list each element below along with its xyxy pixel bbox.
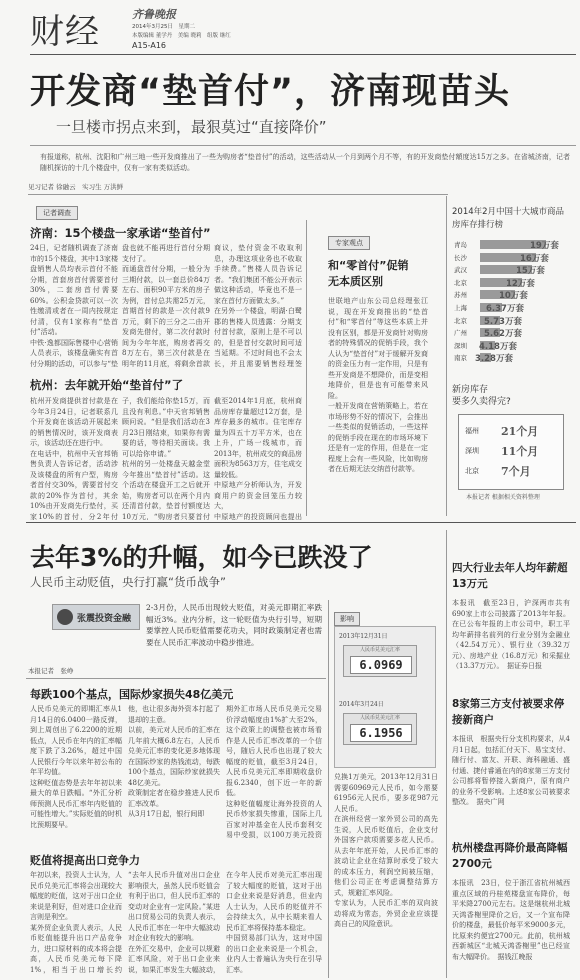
chart-category-label: 北京	[454, 278, 467, 287]
inventory-row	[465, 423, 557, 441]
currency-sub2-col2: “去年人民币升值对出口企业影响很大，虽然人民币贬值会有利于出口，但人民币汇率的变动对企业有一定风险。”某进出口贸易公司的负责人表示，人民币汇率在一年中大幅波动对企业有较大的影响。 在外汇交易中，企业可以规避汇率风险，对于出口企业来说，如果汇率发生大幅波动，	[128, 871, 220, 974]
chart-divider	[446, 196, 447, 516]
brief-2-body: 本报讯 根据央行分支机构要求，从4月1日起，包括汇付天下、易宝支付、随行付、富友、开联、海科融通、盛付通、捷付睿通在内的8家第三方支付公司都将暂停接入新商户，原有商户的业务不受影响。上述8家公司被要求整改。 据央广网	[452, 735, 570, 806]
chart-data-label: 16万套	[520, 253, 549, 264]
chart-data-label: 5.62万套	[484, 329, 522, 340]
expert-body: 世联地产山东公司总经理张江说，现在开发商推出的“垫首付”和“零首付”等这些本质上并没有区别，都是开发商针对购房者的特殊情况的促销手段，我个人认为“垫首付”对于缓解开发商的资金压力有一定作用，只是有些开发商是不想降价，而是变相地降价，但是也有可能带来风险。 一般开发商在营销策略上，若在市场形势不好的情况下，会推出一些类似的促销活动，一些这样的促销手段在现在的市场环境下还是有一定的作用，但是在一定程度上会有一些风险，比如购房者在后期无法交纳首付款等。	[328, 297, 428, 473]
lead-intro: 有报道称，杭州、沈阳和广州三地一些开发商推出了一些为购房者“垫首付”的活动，这些活动从一个月到两个月不等，有的开发商垫付額度达15万之多。在省城济南，记者随机探访的十几个楼盘中，仅有一家有类似活动。	[40, 153, 570, 172]
logo-badge-icon	[57, 609, 73, 625]
chart-category-label: 广州	[454, 329, 467, 338]
inventory-value: 21个月	[501, 425, 539, 438]
currency-rule	[26, 678, 326, 679]
rate-date-1: 2013年12月31日	[339, 633, 388, 640]
masthead-rule	[30, 54, 576, 55]
currency-editor: 本报记者 张峥	[28, 667, 74, 675]
inventory-value: 7个月	[501, 465, 531, 478]
chart-category-label: 上海	[454, 304, 467, 312]
chart-bar-row	[454, 253, 570, 262]
chart-data-label: 12万套	[506, 278, 535, 289]
chart-category-label: 南京	[454, 354, 467, 363]
lead-byline: 见习记者 徐融云 实习生 万洪鲜	[28, 183, 124, 191]
chart-title: 2014年2月中国十大城市商品房库存排行榜	[452, 207, 565, 230]
rate-box-2	[343, 713, 417, 745]
chart-data-label: 15万套	[516, 266, 545, 277]
chart-data-label: 4.18万套	[479, 341, 517, 352]
chart-category-label: 深圳	[454, 341, 467, 350]
expert-tag: 专家观点	[328, 236, 370, 250]
chart-data-label: 3.28万套	[475, 354, 513, 365]
section-rule	[26, 522, 576, 523]
currency-sub1-title: 每跌100个基点，国际炒家损失48亿美元	[30, 688, 234, 701]
inventory-label: 新房库存	[452, 385, 489, 395]
lead-headline: 开发商“垫首付”，济南现苗头	[30, 72, 511, 112]
currency-sub1-col2: 他，也让很多海外资本打起了退却的主意。 以前，美元对人民币的汇率在几年前大概6.8左右，人民币兑美元汇率的变化更多地体现在国际炒家的热钱流动，每跌100个基点，国际炒家就损失48亿美元。 政策制定者在稳步推进人民币汇率改革。 从3月17日起，银行间即	[128, 705, 220, 818]
story-jinan-col2: 盘也就不能再进行首付分期支付了。 而通盘首付分期，一般分为三期付款，以一套总价84万左右、面积90平方米的房子为例，首付总共需25万元，首期首付的款是一次付款9万元，剩下的三分之二由开发商先借付，第二次付款时间为今年年底，购房者再交8万左右，第三次付款是在明年的11月底，将剩余首款	[122, 244, 210, 368]
chart-bar-row	[454, 353, 570, 365]
chart-bar-row	[454, 303, 570, 312]
expert-title: 和“零首付”促销无本质区别	[328, 259, 409, 288]
paper-logo: 齐鲁晚报	[132, 8, 176, 21]
story-hangzhou-col2: 子，我们能给你垫15万，而且没有利息。”中天官邦销售顾问说。“但是我们活动在3月23日刚结束，如果你有需要的话，等待相关面谈。我可以给你申请。” 杭州的另一处楼盘天越金堂今年推出“垫首付”活动。这个活动在楼盘开工之后就开始，购房者可以在两个月内还清首付款，垫首付额度达10万元，“购房者只要首付	[122, 397, 210, 520]
inventory-question: 要多久卖得完?	[452, 397, 511, 407]
rate-caption-1: 人民币兑美元汇率	[359, 647, 400, 653]
logo-text: 张震投资金融	[77, 614, 132, 624]
tag-investigation: 记者调查	[36, 206, 78, 220]
inventory-row	[465, 463, 557, 481]
currency-sub2-title: 贬值将提高出口竞争力	[30, 854, 140, 867]
section-title: 财经	[30, 12, 100, 52]
rate-value-1: 6.0969	[350, 656, 412, 674]
rate-box-1	[343, 645, 417, 677]
chart-bar-row	[454, 265, 570, 277]
inventory-row	[465, 443, 557, 461]
inventory-box	[458, 414, 564, 490]
chart-bar-row	[454, 341, 570, 350]
intro-rule-top	[30, 145, 576, 146]
rates-body: 兑换1万美元，2013年12月31日需要60969元人民币，如今需要61956元人民币，要多花987元人民币。 在滨州经营一家外贸公司的高先生说，人民币贬值后，企业支付外国客户款项需要多花人民币。从去年年底开始，人民币汇率的波动让企业在结算时承受了较大的成本压力，利润空间被压缩，他们公司正在考虑调整结算方式，规避汇率风险。 专家认为，人民币汇率的双向波动将成为常态，外贸企业应该提高自己的风险意识。	[334, 773, 438, 928]
story-jinan-col1: 24日，记者随机调查了济南市的15个楼盘，其中13家楼盘销售人员均表示首付不能分期，首套房首付需要首付30%，二套房首付需要60%。公积金贷款可以一次性缴清或者在一周内按规定付清，仅有1家称有“垫首付”活动。 中铁·逸都国际售楼中心营销人员表示，该楼盘确实有首付分期的活动，可以参与“垫	[30, 244, 118, 368]
rates-panel	[334, 626, 436, 768]
right-divider	[446, 530, 447, 978]
chart-category-label: 青岛	[454, 241, 467, 249]
chart-data-label: 6.37万套	[486, 304, 524, 314]
intro-rule-bottom	[28, 194, 448, 195]
currency-sub2-col3: 在今年人民币对美元汇率出现了较大幅度的贬值，这对于出口企业来说是好消息，但业内人士认为，人民币的贬值并不会持续太久，从中长期来看人民币汇率将保持基本稳定。 中国贸易部门认为，这对中国的出口企业来说是一个机会，业内人士普遍认为央行在引导汇率。	[226, 871, 322, 974]
brief-3-body: 本报讯 23日，位于浙江省杭州城西重点区域的丹桂苑楼盘宣布降价，每平米降2700元左右。这是继杭州北城天鸿香榭里降价之后，又一个宣布降价的楼盘，最低价每平米9000多元，比原来约便宜2700元。此前，杭州城西新城区“北城天鸿香榭里”也已经宣布大幅降价。 据钱江晚报	[452, 879, 570, 961]
currency-headline: 去年3%的升幅，如今已跌没了	[30, 543, 373, 572]
chart-category-label: 长沙	[454, 253, 467, 262]
inventory-city: 福州	[465, 427, 479, 435]
editors-line: 本版编辑 董学丹 美编 晓莉 组版 继红	[132, 33, 231, 39]
currency-sub1-col1: 人民币兑美元的即期汇率从1月14日的6.0400一路反弹，到上周创出了6.2200的近期低点，人民币在年内的汇率幅度下跌了3.26%，超过中国人民银行今年以来年初公布的年平均值。 这种贬值态势是去年年初以来最大的单日跌幅。“外汇分析师预测人民币汇率年内贬值的可能性增大。”实际贬值的时机比预期要早。	[30, 705, 122, 829]
rates-divider	[328, 600, 329, 978]
chart-category-label: 苏州	[454, 291, 467, 300]
chart-category-label: 武汉	[454, 266, 467, 275]
brief-2-title: 8家第三方支付被要求停接新商户	[452, 698, 565, 726]
currency-sub1-col3: 期外汇市场人民币兑美元交易价浮动幅度由1%扩大至2%，这个政策上的调整也被市场看作是人民币汇率改革的一个信号，随后人民币也出现了较大幅度的贬值，截至3月24日，人民币兑美元汇率即期收盘价报6.2340，创下近一年的新低。 这种贬值幅度让海外投资的人民币炒家损失惨重，国际上几百家对冲基金在人民币套利交易中受损，以100万美元投资	[226, 705, 322, 839]
chart-data-label: 19万套	[530, 241, 559, 251]
currency-sub2-col1: 年初以来，投资人士认为，人民币兑美元汇率将会出现较大幅度的贬值，这对于出口企业来说是利好，但对进口企业而言则是利空。 某外贸企业负责人表示，人民币贬值能提升出口产品竞争力，进口原材料的成本将会提高，人民币兑美元每下降1%，相当于出口增长约	[30, 871, 122, 974]
story-jinan-title: 济南：15个楼盘一家承诺“垫首付”	[30, 226, 211, 240]
chart-bar-row	[454, 278, 570, 287]
brief-1-body: 本报讯 截至23日，沪深两市共有690家上市公司披露了2013年年报。在已公布年报的上市公司中，职工平均年薪排名前列的行业分别为金融业（42.54万元）、银行业（39.32万元）、房地产业（16.8万元）和采掘业（13.37万元）。 据证券日报	[452, 599, 570, 670]
brief-1-title: 四大行业去年人均年薪超13万元	[452, 562, 568, 590]
chart-bar-row	[454, 240, 570, 249]
chart-bar-row	[454, 328, 570, 340]
currency-intro: 2-3月份，人民币出现较大贬值，对美元即期汇率跌幅近3%。业内分析，这一轮贬值为央行引导，短期要掌控人民币贬值需要花功夫，同时政策制定者也需要在人民币汇率波动中稳步推进。	[146, 603, 322, 647]
inventory-city: 北京	[465, 467, 479, 475]
chart-data-label: 5.73万套	[484, 316, 522, 327]
story-hangzhou-col3: 截至2014年1月底，杭州商品房库存量超过12万套，是库存最多的城市。住宅库存量为四五十万平方米，也在上升，广场一线城市，而2013年，杭州成交的商品房面积为8563万方，住宅成交量较低。 中原地产分析师认为，开发商用户的资金回笼压力较大， 中原地产的投资顾问也提出	[214, 397, 302, 520]
rate-value-2: 6.1956	[350, 724, 412, 742]
chart-bar-row	[454, 316, 570, 325]
inventory-value: 11个月	[501, 445, 539, 458]
story-hangzhou-title: 杭州：去年就开始“垫首付”了	[30, 378, 184, 392]
rates-label: 影响	[334, 612, 360, 626]
brief-3-title: 杭州楼盘再降价最高降幅2700元	[452, 842, 568, 870]
date-line: 2014年3月25日 星期二	[132, 24, 195, 30]
expert-divider	[306, 220, 307, 516]
story-hangzhou-col1: 杭州开发商提供首付款是在今年3月24日，记者联系几个开发商在该活动开展起来的销售情况时，该开发商表示，该活动还在进行中。 在电话中，杭州中天官邦销售负责人告诉记者，活动涉及该楼盘的所有户型，购房者首付交30%，需要首付交款的20%作为首付，其余10%由开发商先行垫付，买家10%的首付，分2年付	[30, 397, 118, 520]
page-range: A15-A16	[132, 41, 167, 50]
story-jinan-col3: 商议，垫付资金不收取利息，办理这项业务也不收取手续费。”售楼人员告诉记者。“我们集团不能公开表示做这种活动，毕竟也不是一家在首付方面做太多。” 在另外一个楼盘，明湖·白鹭郡的售楼人员透露：分期支付首付款，原则上是不可以的，但是首付交款时间可适当延期。不过时间也不会太长，并且需要销售经理签	[214, 244, 302, 368]
currency-subhead: 人民币主动贬值，央行打赢“货币战争”	[30, 575, 226, 589]
chart-data-label: 10万套	[499, 291, 528, 302]
chart-category-label: 北京	[454, 316, 467, 325]
chart-source: 本报记者 根据相关资料整理	[466, 494, 540, 501]
chart-bar-row	[454, 290, 570, 302]
lead-subhead: 一旦楼市拐点来到，最狠莫过“直接降价”	[56, 118, 327, 136]
rate-date-2: 2014年3月24日	[339, 701, 384, 708]
rate-caption-2: 人民币兑美元汇率	[359, 715, 400, 721]
inventory-city: 深圳	[465, 447, 479, 455]
column-logo	[52, 604, 140, 630]
